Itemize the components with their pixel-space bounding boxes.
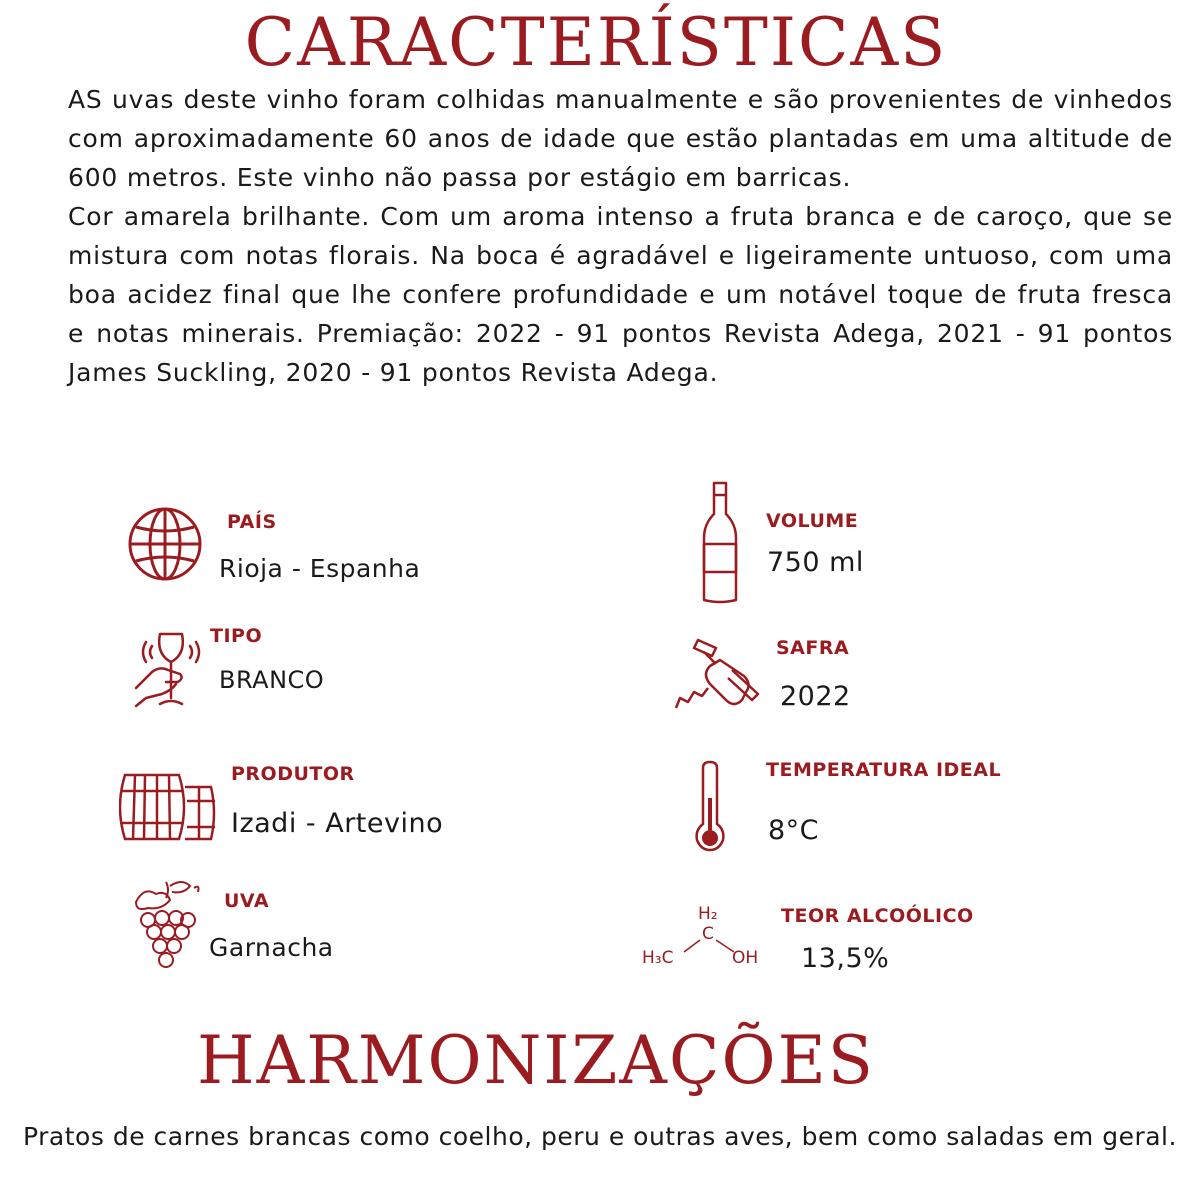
teor-label: TEOR ALCOÓLICO [781, 905, 974, 927]
pairing-text: Pratos de carnes brancas como coelho, peru e outras aves, bem como saladas em geral. [23, 1122, 1177, 1151]
uva-label: UVA [224, 890, 270, 912]
teor-value: 13,5% [801, 943, 890, 974]
formula-c: C [702, 924, 714, 944]
volume-value: 750 ml [767, 547, 864, 578]
wine-tasting-icon [132, 628, 208, 712]
pairing-title: HARMONIZAÇÕES [197, 1022, 875, 1099]
ethanol-formula-icon [640, 902, 770, 972]
produtor-label: PRODUTOR [231, 763, 355, 785]
characteristics-title: CARACTERÍSTICAS [244, 4, 948, 81]
formula-h2: H₂ [698, 904, 718, 924]
barrels-icon [119, 769, 217, 845]
thermometer-icon [693, 760, 727, 852]
safra-label: SAFRA [776, 637, 850, 659]
globe-icon [126, 505, 204, 583]
volume-label: VOLUME [766, 510, 859, 532]
bottle-icon [700, 480, 740, 606]
pais-value: Rioja - Espanha [219, 554, 421, 583]
corkscrew-icon [672, 634, 772, 734]
safra-value: 2022 [780, 681, 851, 712]
formula-h3c: H₃C [642, 948, 674, 968]
tipo-label: TIPO [210, 625, 263, 647]
formula-oh: OH [732, 948, 759, 968]
produtor-value: Izadi - Artevino [231, 808, 444, 839]
temperatura-value: 8°C [768, 815, 820, 846]
pais-label: PAÍS [227, 511, 277, 533]
temperatura-label: TEMPERATURA IDEAL [766, 759, 1002, 781]
description-paragraph-1: AS uvas deste vinho foram colhidas manualmente e são provenientes de vinhedos com aproximadamente 60 anos de idade que estão plantadas em uma altitude de 600 metros. Este vinho não passa por estágio em barricas. [68, 85, 1173, 192]
tipo-value: BRANCO [219, 666, 325, 694]
uva-value: Garnacha [209, 933, 334, 962]
description-paragraph-2: Cor amarela brilhante. Com um aroma intenso a fruta branca e de caroço, que se mistura com notas florais. Na boca é agradável e ligeiramente untuoso, com uma boa acidez final que lhe confere profundidade e um notável toque de fruta fresca e notas minerais. Premiação: 2022 - 91 pontos Revista Adega, 2021 - 91 pontos James Suckling, 2020 - 91 pontos Revista Adega. [68, 202, 1173, 387]
grapes-icon [126, 876, 206, 976]
